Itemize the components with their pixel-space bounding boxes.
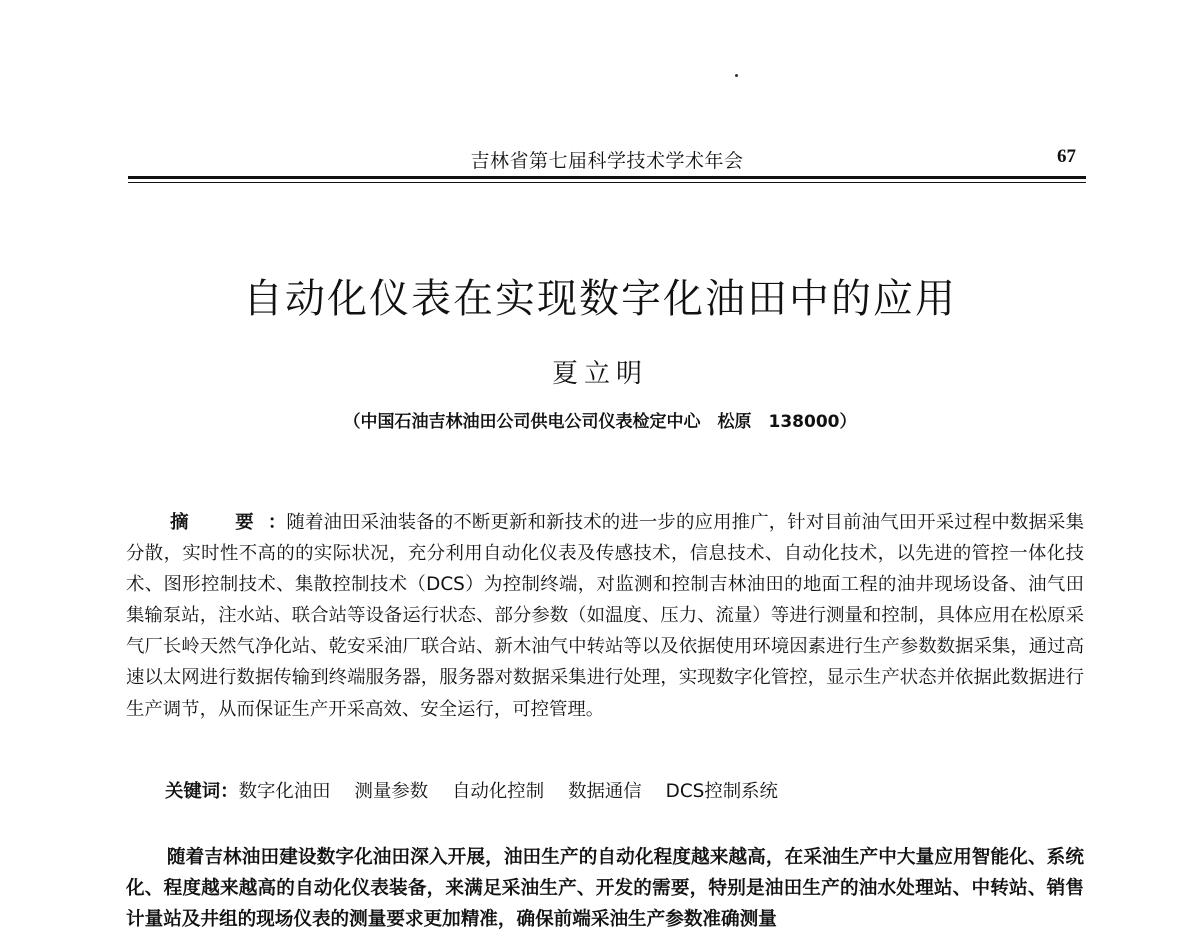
- paper-title: 自动化仪表在实现数字化油田中的应用: [243, 275, 957, 322]
- abstract: [126, 507, 1084, 725]
- keyword-item: 自动化控制: [452, 781, 545, 802]
- keyword-item: DCS控制系统: [665, 781, 778, 802]
- keyword-item: 数字化油田: [238, 781, 331, 802]
- author-name: 夏立明: [551, 359, 648, 389]
- abstract-label: 摘 要: [170, 512, 268, 533]
- keyword-item: 测量参数: [354, 781, 429, 802]
- author-affiliation: （中国石油吉林油田公司供电公司仪表检定中心 松原 138000）: [343, 412, 857, 432]
- keyword-item: 数据通信: [568, 781, 642, 802]
- keywords-label: 关键词：: [165, 781, 239, 802]
- header-rule-thick: [128, 176, 1086, 179]
- running-title: 吉林省第七届科学技术学术年会: [470, 150, 744, 172]
- page-number: 67: [1057, 146, 1076, 167]
- abstract-colon: ：: [267, 512, 287, 533]
- body-paragraph: 随着吉林油田建设数字化油田深入开展，油田生产的自动化程度越来越高，在采油生产中大量应用智能化、系统化、程度越来越高的自动化仪表装备，来满足采油生产、开发的需要，特别是油田生产的油水处理站、中转站、销售计量站及井组的现场仪表的测量要求更加精准，确保前端采油生产参数准确测量: [126, 847, 1084, 931]
- header-rule-thin: [128, 182, 1086, 183]
- abstract-text: 随着油田采油装备的不断更新和新技术的进一步的应用推广，针对目前油气田开采过程中数据采集分散，实时性不高的的实际状况，充分利用自动化仪表及传感技术，信息技术、自动化技术，以先进的管控一体化技术、图形控制技术、集散控制技术（DCS）为控制终端，对监测和控制吉林油田的地面工程的油井现场设备、油气田集输泵站，注水站、联合站等设备运行状态、部分参数（如温度、压力、流量）等进行测量和控制，具体应用在松原采气厂长岭天然气净化站、乾安采油厂联合站、新木油气中转站等以及依据使用环境因素进行生产参数数据采集，通过高速以太网进行数据传输到终端服务器，服务器对数据采集进行处理，实现数字化管控，显示生产状态并依据此数据进行生产调节，从而保证生产开采高效、安全运行，可控管理。: [126, 512, 1084, 720]
- running-header: [128, 140, 1086, 174]
- scan-artifact-dot: [735, 74, 738, 77]
- keywords: [165, 777, 1085, 803]
